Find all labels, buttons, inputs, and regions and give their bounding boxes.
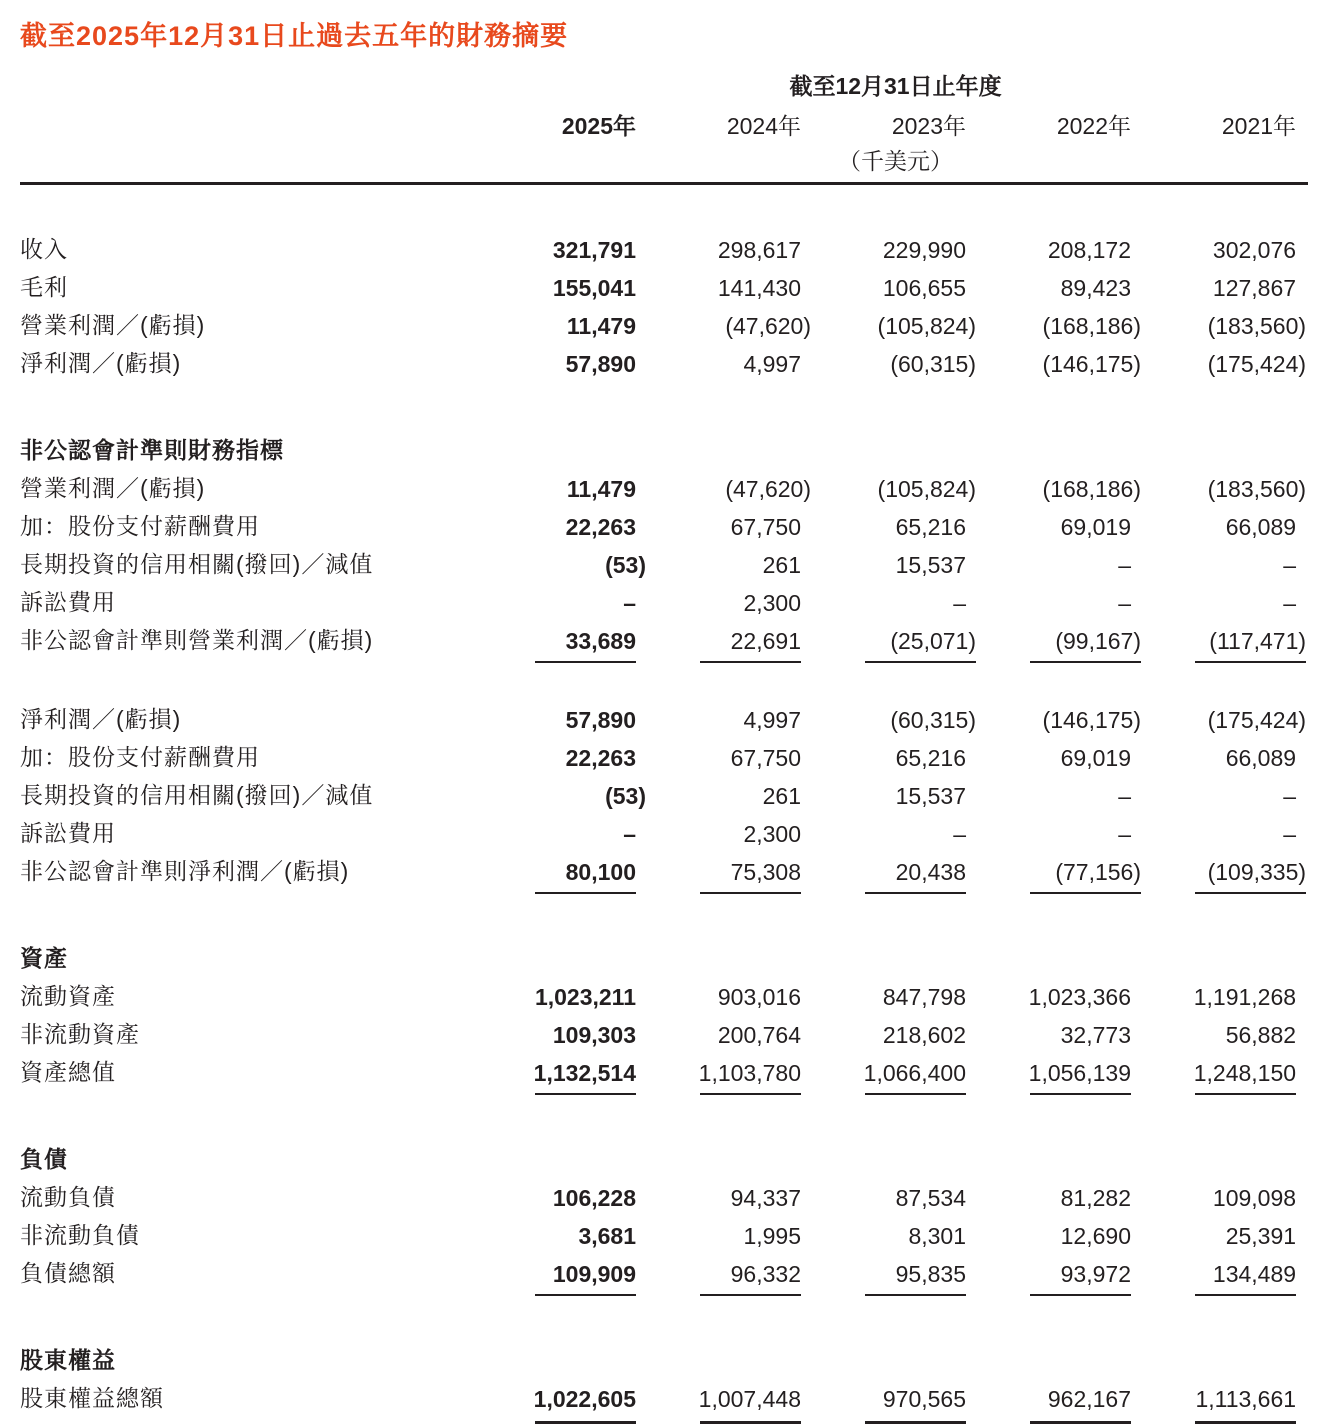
spacer-cell bbox=[20, 1092, 1308, 1133]
cell-value: 208,172 bbox=[1047, 236, 1131, 263]
row-label: 流動負債 bbox=[20, 1183, 116, 1210]
cell-value: – bbox=[623, 589, 636, 616]
cell-value: 1,995 bbox=[743, 1222, 801, 1249]
cell-value: – bbox=[1118, 782, 1131, 809]
cell-value: (109,335) bbox=[1143, 853, 1308, 891]
cell-value: 67,750 bbox=[730, 513, 801, 540]
row-label: 流動資產 bbox=[20, 982, 116, 1009]
cell-value: (175,424) bbox=[1207, 350, 1307, 377]
row-label: 營業利潤／(虧損) bbox=[20, 474, 206, 501]
table-row bbox=[20, 1016, 1308, 1054]
cell-value: 1,023,211 bbox=[534, 983, 636, 1010]
cell-value: 109,098 bbox=[1212, 1184, 1297, 1211]
table-row bbox=[20, 777, 1308, 815]
table-row bbox=[20, 508, 1308, 546]
table-row bbox=[20, 584, 1308, 622]
unit-note: （千美元） bbox=[483, 141, 1308, 183]
cell-value: 903,016 bbox=[717, 983, 801, 1010]
cell-value: 1,023,366 bbox=[1028, 983, 1131, 1010]
year-column-2024: 2024年 bbox=[726, 113, 801, 139]
table-row bbox=[20, 231, 1308, 269]
row-label: 長期投資的信用相關(撥回)／減值 bbox=[20, 781, 374, 808]
row-label: 淨利潤／(虧損) bbox=[20, 349, 182, 376]
cell-value: 93,972 bbox=[978, 1255, 1143, 1293]
row-label: 訴訟費用 bbox=[20, 588, 116, 615]
row-label: 長期投資的信用相關(撥回)／減值 bbox=[20, 550, 374, 577]
cell-value: 106,228 bbox=[552, 1184, 636, 1211]
cell-value: 229,990 bbox=[882, 236, 966, 263]
section-header-row bbox=[20, 932, 1308, 978]
cell-value: 32,773 bbox=[1060, 1021, 1131, 1048]
cell-value: 4,997 bbox=[743, 350, 801, 377]
cell-value: (25,071) bbox=[813, 622, 978, 660]
year-column-2025: 2025年 bbox=[561, 113, 636, 139]
cell-value: 69,019 bbox=[1060, 744, 1131, 771]
cell-value: 1,103,780 bbox=[648, 1054, 813, 1092]
table-header bbox=[20, 53, 1308, 183]
year-column-2022: 2022年 bbox=[1056, 113, 1131, 139]
cell-value: – bbox=[1118, 589, 1131, 616]
row-label: 股東權益總額 bbox=[20, 1384, 164, 1411]
cell-value: – bbox=[1283, 589, 1297, 616]
cell-value: 970,565 bbox=[813, 1380, 978, 1418]
financial-summary-table bbox=[20, 53, 1308, 1418]
table-row bbox=[20, 1179, 1308, 1217]
cell-value: – bbox=[1283, 820, 1297, 847]
table-row bbox=[20, 1380, 1308, 1418]
cell-value: 65,216 bbox=[895, 513, 966, 540]
cell-value: 109,909 bbox=[483, 1255, 648, 1293]
cell-value: 69,019 bbox=[1060, 513, 1131, 540]
cell-value: 11,479 bbox=[566, 312, 636, 339]
cell-value: 56,882 bbox=[1225, 1021, 1297, 1048]
cell-value: 962,167 bbox=[978, 1380, 1143, 1418]
empty-cell bbox=[20, 53, 483, 101]
cell-value: 95,835 bbox=[813, 1255, 978, 1293]
cell-value: 89,423 bbox=[1060, 274, 1131, 301]
cell-value: 1,007,448 bbox=[648, 1380, 813, 1418]
table-row bbox=[20, 345, 1308, 383]
cell-value: (183,560) bbox=[1207, 475, 1307, 502]
cell-value: 57,890 bbox=[565, 350, 636, 377]
cell-value: (105,824) bbox=[877, 475, 976, 502]
cell-value: 80,100 bbox=[483, 853, 648, 891]
cell-value: (183,560) bbox=[1207, 312, 1307, 339]
section-spacer bbox=[20, 660, 1308, 701]
section-header: 資產 bbox=[20, 944, 68, 971]
spacer-cell bbox=[20, 183, 1308, 231]
unit-note-row bbox=[20, 141, 1308, 183]
table-row bbox=[20, 269, 1308, 307]
cell-value: (53) bbox=[605, 782, 646, 809]
cell-value: 2,300 bbox=[743, 820, 801, 847]
row-label: 非流動資產 bbox=[20, 1020, 140, 1047]
year-header-row bbox=[20, 101, 1308, 141]
cell-value: (146,175) bbox=[1042, 706, 1141, 733]
page-title: 截至2025年12月31日止過去五年的財務摘要 bbox=[20, 21, 569, 51]
row-label: 資產總值 bbox=[20, 1058, 116, 1085]
row-label: 加：股份支付薪酬費用 bbox=[20, 743, 260, 770]
table-row bbox=[20, 546, 1308, 584]
cell-value: 75,308 bbox=[648, 853, 813, 891]
row-label: 營業利潤／(虧損) bbox=[20, 311, 206, 338]
spacer-cell bbox=[20, 383, 1308, 424]
cell-value: (168,186) bbox=[1042, 312, 1141, 339]
table-body bbox=[20, 183, 1308, 1418]
cell-value: (60,315) bbox=[890, 350, 976, 377]
year-column-2021: 2021年 bbox=[1221, 113, 1297, 139]
section-header: 股東權益 bbox=[20, 1346, 116, 1373]
period-header: 截至12月31日止年度 bbox=[789, 73, 1002, 99]
cell-value: 298,617 bbox=[717, 236, 801, 263]
cell-value: (175,424) bbox=[1207, 706, 1307, 733]
cell-value: 4,997 bbox=[743, 706, 801, 733]
cell-value: 106,655 bbox=[882, 274, 966, 301]
table-row bbox=[20, 739, 1308, 777]
cell-value: 22,263 bbox=[565, 513, 636, 540]
row-label: 毛利 bbox=[20, 273, 68, 300]
cell-value: 25,391 bbox=[1225, 1222, 1297, 1249]
cell-value: – bbox=[623, 820, 636, 847]
section-spacer bbox=[20, 1293, 1308, 1334]
spacer-cell bbox=[20, 891, 1308, 932]
table-row bbox=[20, 701, 1308, 739]
table-row bbox=[20, 307, 1308, 345]
cell-value: 155,041 bbox=[552, 274, 636, 301]
cell-value: – bbox=[1118, 551, 1131, 578]
section-header: 負債 bbox=[20, 1145, 68, 1172]
spacer-cell bbox=[20, 660, 1308, 701]
cell-value: (146,175) bbox=[1042, 350, 1141, 377]
table-row bbox=[20, 622, 1308, 660]
cell-value: (99,167) bbox=[978, 622, 1143, 660]
cell-value: 65,216 bbox=[895, 744, 966, 771]
spacer-cell bbox=[20, 1293, 1308, 1334]
cell-value: 3,681 bbox=[578, 1222, 636, 1249]
cell-value: 127,867 bbox=[1212, 274, 1297, 301]
cell-value: 1,248,150 bbox=[1143, 1054, 1308, 1092]
row-label: 訴訟費用 bbox=[20, 819, 116, 846]
cell-value: 66,089 bbox=[1225, 744, 1297, 771]
cell-value: 261 bbox=[762, 551, 801, 578]
row-label: 加：股份支付薪酬費用 bbox=[20, 512, 260, 539]
table-row bbox=[20, 815, 1308, 853]
cell-value: 218,602 bbox=[882, 1021, 966, 1048]
cell-value: (47,620) bbox=[725, 312, 811, 339]
cell-value: 15,537 bbox=[895, 782, 966, 809]
table-row bbox=[20, 470, 1308, 508]
cell-value: 847,798 bbox=[882, 983, 966, 1010]
row-label: 非公認會計準則淨利潤／(虧損) bbox=[20, 857, 350, 884]
row-label: 負債總額 bbox=[20, 1259, 116, 1286]
cell-value: 22,691 bbox=[648, 622, 813, 660]
cell-value: 302,076 bbox=[1212, 236, 1297, 263]
section-header: 非公認會計準則財務指標 bbox=[20, 436, 284, 463]
cell-value: – bbox=[1283, 782, 1297, 809]
row-label: 非公認會計準則營業利潤／(虧損) bbox=[20, 626, 374, 653]
cell-value: 141,430 bbox=[717, 274, 801, 301]
year-column-2023: 2023年 bbox=[891, 113, 966, 139]
row-label: 非流動負債 bbox=[20, 1221, 140, 1248]
table-row bbox=[20, 1054, 1308, 1092]
cell-value: (77,156) bbox=[978, 853, 1143, 891]
cell-value: (105,824) bbox=[877, 312, 976, 339]
section-header-row bbox=[20, 1133, 1308, 1179]
cell-value: 33,689 bbox=[483, 622, 648, 660]
row-label: 收入 bbox=[20, 235, 68, 262]
table-row bbox=[20, 1217, 1308, 1255]
cell-value: 8,301 bbox=[908, 1222, 966, 1249]
cell-value: (60,315) bbox=[890, 706, 976, 733]
cell-value: 57,890 bbox=[565, 706, 636, 733]
cell-value: 2,300 bbox=[743, 589, 801, 616]
empty-cell bbox=[20, 101, 483, 141]
cell-value: (53) bbox=[605, 551, 646, 578]
cell-value: 11,479 bbox=[566, 475, 636, 502]
cell-value: 66,089 bbox=[1225, 513, 1297, 540]
section-spacer bbox=[20, 383, 1308, 424]
section-header-row bbox=[20, 424, 1308, 470]
cell-value: – bbox=[1118, 820, 1131, 847]
cell-value: 81,282 bbox=[1060, 1184, 1131, 1211]
cell-value: 1,022,605 bbox=[483, 1380, 648, 1418]
section-spacer bbox=[20, 1092, 1308, 1133]
table-row bbox=[20, 853, 1308, 891]
cell-value: 1,056,139 bbox=[978, 1054, 1143, 1092]
cell-value: 87,534 bbox=[895, 1184, 966, 1211]
cell-value: – bbox=[953, 820, 966, 847]
cell-value: 321,791 bbox=[552, 236, 636, 263]
cell-value: 15,537 bbox=[895, 551, 966, 578]
table-row bbox=[20, 1255, 1308, 1293]
cell-value: – bbox=[953, 589, 966, 616]
section-header-row bbox=[20, 1334, 1308, 1380]
cell-value: 134,489 bbox=[1143, 1255, 1308, 1293]
cell-value: 67,750 bbox=[730, 744, 801, 771]
cell-value: 1,191,268 bbox=[1193, 983, 1297, 1010]
cell-value: 1,113,661 bbox=[1143, 1380, 1308, 1418]
cell-value: 1,066,400 bbox=[813, 1054, 978, 1092]
cell-value: 109,303 bbox=[552, 1021, 636, 1048]
cell-value: 200,764 bbox=[717, 1021, 801, 1048]
period-header-row bbox=[20, 53, 1308, 101]
table-row bbox=[20, 978, 1308, 1016]
cell-value: 22,263 bbox=[565, 744, 636, 771]
cell-value: (168,186) bbox=[1042, 475, 1141, 502]
cell-value: 1,132,514 bbox=[483, 1054, 648, 1092]
cell-value: 12,690 bbox=[1060, 1222, 1131, 1249]
cell-value: 96,332 bbox=[648, 1255, 813, 1293]
cell-value: (117,471) bbox=[1143, 622, 1308, 660]
section-spacer bbox=[20, 891, 1308, 932]
cell-value: 261 bbox=[762, 782, 801, 809]
empty-cell bbox=[20, 141, 483, 183]
cell-value: 20,438 bbox=[813, 853, 978, 891]
cell-value: 94,337 bbox=[730, 1184, 801, 1211]
cell-value: (47,620) bbox=[725, 475, 811, 502]
row-label: 淨利潤／(虧損) bbox=[20, 705, 182, 732]
section-spacer bbox=[20, 183, 1308, 231]
cell-value: – bbox=[1283, 551, 1297, 578]
